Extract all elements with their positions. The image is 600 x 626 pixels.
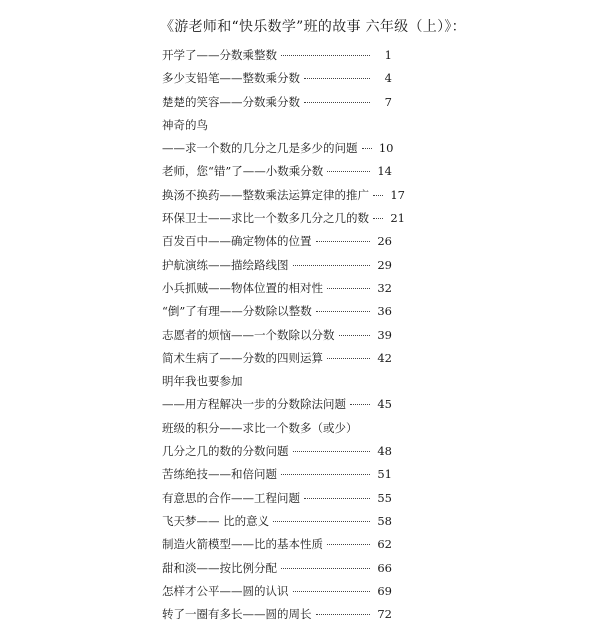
toc-entry-title: 有意思的合作——工程问题 (162, 490, 300, 505)
toc-page-number: 45 (377, 397, 392, 412)
toc-entry (162, 254, 392, 277)
toc-leader-dots (293, 451, 371, 452)
toc-entry (162, 533, 392, 556)
toc-leader-dots (281, 568, 370, 569)
toc-entry-title: ——求一个数的几分之几是多少的问题 (162, 141, 358, 156)
toc-page-number: 26 (377, 234, 392, 249)
toc-page-number: 17 (390, 187, 405, 202)
toc-entry (162, 463, 392, 486)
toc-page-number: 55 (377, 490, 392, 505)
book-title: 《游老师和“快乐数学”班的故事 六年级（上）》： (160, 19, 466, 35)
toc-entry-title: 神奇的鸟 (162, 117, 208, 132)
table-of-contents (162, 44, 405, 626)
toc-entry (162, 230, 392, 253)
toc-leader-dots (273, 521, 370, 522)
toc-leader-dots (327, 544, 370, 545)
toc-entry (162, 347, 392, 370)
toc-entry (162, 324, 392, 347)
toc-page-number: 1 (384, 48, 392, 62)
toc-leader-dots (350, 404, 370, 405)
toc-leader-dots (304, 102, 370, 103)
toc-entry-title: 甜和淡——按比例分配 (162, 560, 277, 575)
toc-entry (162, 300, 392, 323)
toc-entry (162, 207, 405, 230)
toc-leader-dots (362, 148, 372, 149)
toc-page-number: 21 (390, 211, 405, 226)
toc-page-number: 14 (377, 164, 392, 179)
toc-leader-dots (293, 591, 371, 592)
toc-entry-title: 简术生病了——分数的四则运算 (162, 350, 323, 365)
toc-entry (162, 393, 392, 416)
toc-page-number: 58 (377, 513, 392, 528)
toc-page-number: 7 (384, 94, 392, 109)
toc-leader-dots (304, 498, 370, 499)
toc-entry-title: ——用方程解决一步的分数除法问题 (162, 397, 346, 412)
toc-page-number: 66 (377, 560, 392, 575)
toc-entry (162, 44, 392, 67)
toc-entry-title: 志愿者的烦恼——一个数除以分数 (162, 327, 335, 342)
toc-entry-title: 老师，您“错”了——小数乘分数 (162, 164, 324, 179)
toc-page-number: 72 (377, 607, 392, 622)
toc-entry (162, 417, 392, 440)
toc-page-number: 69 (377, 583, 392, 598)
toc-page-number: 42 (377, 350, 392, 365)
toc-entry-title: 制造火箭模型——比的基本性质 (162, 537, 323, 552)
toc-entry-title: “倒”了有理——分数除以整数 (162, 304, 312, 319)
toc-leader-dots (304, 78, 370, 79)
toc-leader-dots (293, 265, 371, 266)
toc-entry-title: 苦练绝技——和倍问题 (162, 467, 277, 482)
toc-leader-dots (281, 474, 370, 475)
toc-leader-dots (316, 614, 371, 615)
toc-entry (162, 487, 392, 510)
toc-page-number: 4 (384, 71, 392, 86)
toc-entry (162, 184, 405, 207)
toc-page-number: 48 (377, 444, 392, 459)
toc-entry-title: 小兵抓贼——物体位置的相对性 (162, 280, 323, 295)
toc-entry (162, 277, 392, 300)
toc-entry-title: 班级的积分——求比一个数多（或少） (162, 420, 358, 435)
toc-entry (162, 603, 392, 626)
toc-entry (162, 67, 392, 90)
toc-leader-dots (373, 195, 383, 196)
toc-entry-title: 明年我也要参加 (162, 374, 243, 389)
toc-page-number: 29 (377, 257, 392, 272)
toc-entry (162, 440, 392, 463)
toc-page-number: 32 (377, 280, 392, 295)
toc-entry-title: 几分之几的数的分数问题 (162, 444, 289, 459)
toc-leader-dots (327, 288, 370, 289)
toc-entry (162, 580, 392, 603)
toc-page-number: 51 (377, 467, 392, 482)
toc-entry (162, 557, 392, 580)
toc-entry (162, 137, 392, 160)
toc-entry (162, 160, 392, 183)
toc-entry (162, 510, 392, 533)
toc-leader-dots (327, 358, 370, 359)
toc-entry-title: 怎样才公平——圆的认识 (162, 583, 289, 598)
toc-leader-dots (327, 171, 370, 172)
toc-page-number: 10 (378, 141, 394, 156)
toc-leader-dots (339, 335, 371, 336)
toc-entry-title: 转了一圈有多长——圆的周长 (162, 607, 312, 622)
toc-leader-dots (373, 218, 383, 219)
toc-entry (162, 91, 392, 114)
toc-entry-title: 飞天梦—— 比的意义 (162, 513, 270, 528)
toc-entry-title: 护航演练——描绘路线图 (162, 257, 289, 272)
toc-entry-title: 开学了——分数乘整数 (162, 48, 277, 62)
toc-entry-title: 百发百中——确定物体的位置 (162, 234, 312, 249)
toc-leader-dots (281, 55, 370, 56)
toc-entry (162, 114, 392, 137)
toc-entry-title: 环保卫士——求比一个数多几分之几的数 (162, 211, 369, 226)
toc-entry (162, 370, 392, 393)
toc-entry-title: 多少支铅笔——整数乘分数 (162, 71, 300, 86)
toc-leader-dots (316, 241, 371, 242)
toc-page-number: 62 (377, 537, 392, 552)
toc-page-number: 36 (377, 304, 392, 319)
toc-entry-title: 楚楚的笑容——分数乘分数 (162, 94, 300, 109)
toc-entry-title: 换汤不换药——整数乘法运算定律的推广 (162, 187, 369, 202)
toc-page-number: 39 (377, 327, 392, 342)
toc-leader-dots (316, 311, 370, 312)
